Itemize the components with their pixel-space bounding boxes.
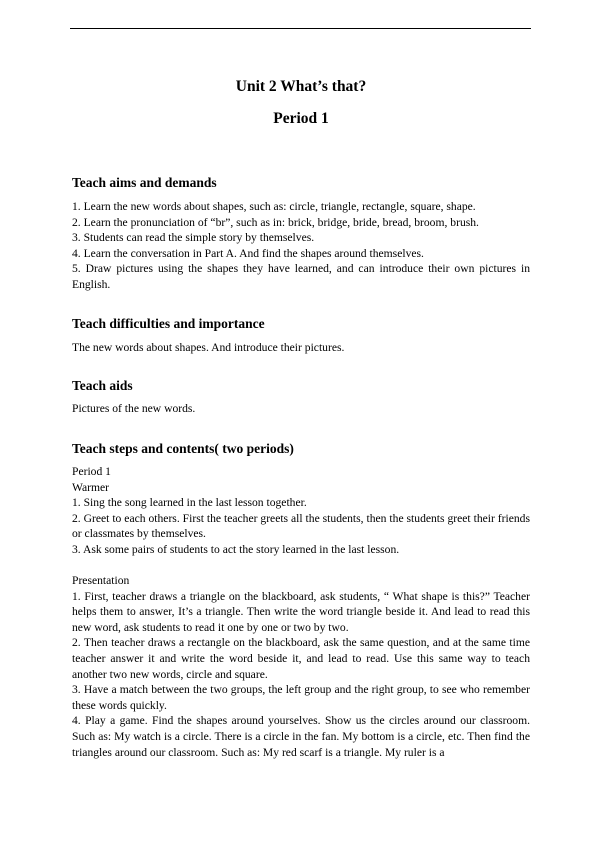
- list-item: 2. Greet to each others. First the teacher greets all the students, then the students greet their friends or classmates by themselves.: [72, 511, 530, 541]
- section-heading-steps: Teach steps and contents( two periods): [72, 441, 294, 456]
- list-item: 5. Draw pictures using the shapes they have learned, and can introduce their own pictures in English.: [72, 262, 530, 291]
- presentation-label: Presentation: [72, 574, 130, 587]
- aims-list: [72, 199, 530, 293]
- list-item: 1. Learn the new words about shapes, such as: circle, triangle, rectangle, square, shape.: [72, 200, 476, 213]
- list-item: 1. Sing the song learned in the last lesson together.: [72, 496, 307, 510]
- doc-title: Unit 2 What’s that?: [235, 78, 367, 95]
- difficulties-block: [72, 340, 530, 356]
- warmer-block: [72, 464, 530, 558]
- list-item: 4. Learn the conversation in Part A. And find the shapes around themselves.: [72, 246, 424, 260]
- warmer-label: Warmer: [72, 480, 110, 494]
- section-heading-aims: Teach aims and demands: [72, 175, 217, 190]
- period-label: Period 1: [72, 465, 111, 478]
- aids-text: Pictures of the new words.: [72, 402, 196, 415]
- list-item: 4. Play a game. Find the shapes around yourselves. Show us the circles around our classroom. Such as: My watch is a circle. There is a circle in the fan. My bottom is a circle, etc. Then find the triangles around our classroom. Such as: My red scarf is a triangle. My ruler is a: [72, 714, 530, 759]
- list-item: 3. Students can read the simple story by themselves.: [72, 231, 315, 245]
- list-item: 1. First, teacher draws a triangle on the blackboard, ask students, “ What shape is this?” Teacher helps them to answer, It’s a triangle. Then write the word triangle beside it. And lead to read this new word, ask students to read it one by one or two by two.: [72, 589, 530, 634]
- list-item: 2. Learn the pronunciation of “br”, such as in: brick, bridge, bride, bread, broom, brush.: [72, 215, 479, 229]
- list-item: 2. Then teacher draws a rectangle on the blackboard, ask the same question, and at the same time teacher answer it and write the word beside it, and lead to read. Use this same way to teach another two new words, circle and square.: [72, 636, 530, 681]
- difficulties-text: The new words about shapes. And introduce their pictures.: [72, 341, 345, 354]
- header-rule: [70, 28, 531, 29]
- aids-block: [72, 401, 530, 417]
- list-item: 3. Have a match between the two groups, the left group and the right group, to see who remember these words quickly.: [72, 683, 530, 712]
- section-heading-difficulties: Teach difficulties and importance: [72, 316, 265, 331]
- list-item: 3. Ask some pairs of students to act the story learned in the last lesson.: [72, 542, 400, 556]
- section-heading-aids: Teach aids: [72, 378, 133, 393]
- presentation-block: [72, 573, 530, 760]
- period-title: Period 1: [273, 110, 329, 127]
